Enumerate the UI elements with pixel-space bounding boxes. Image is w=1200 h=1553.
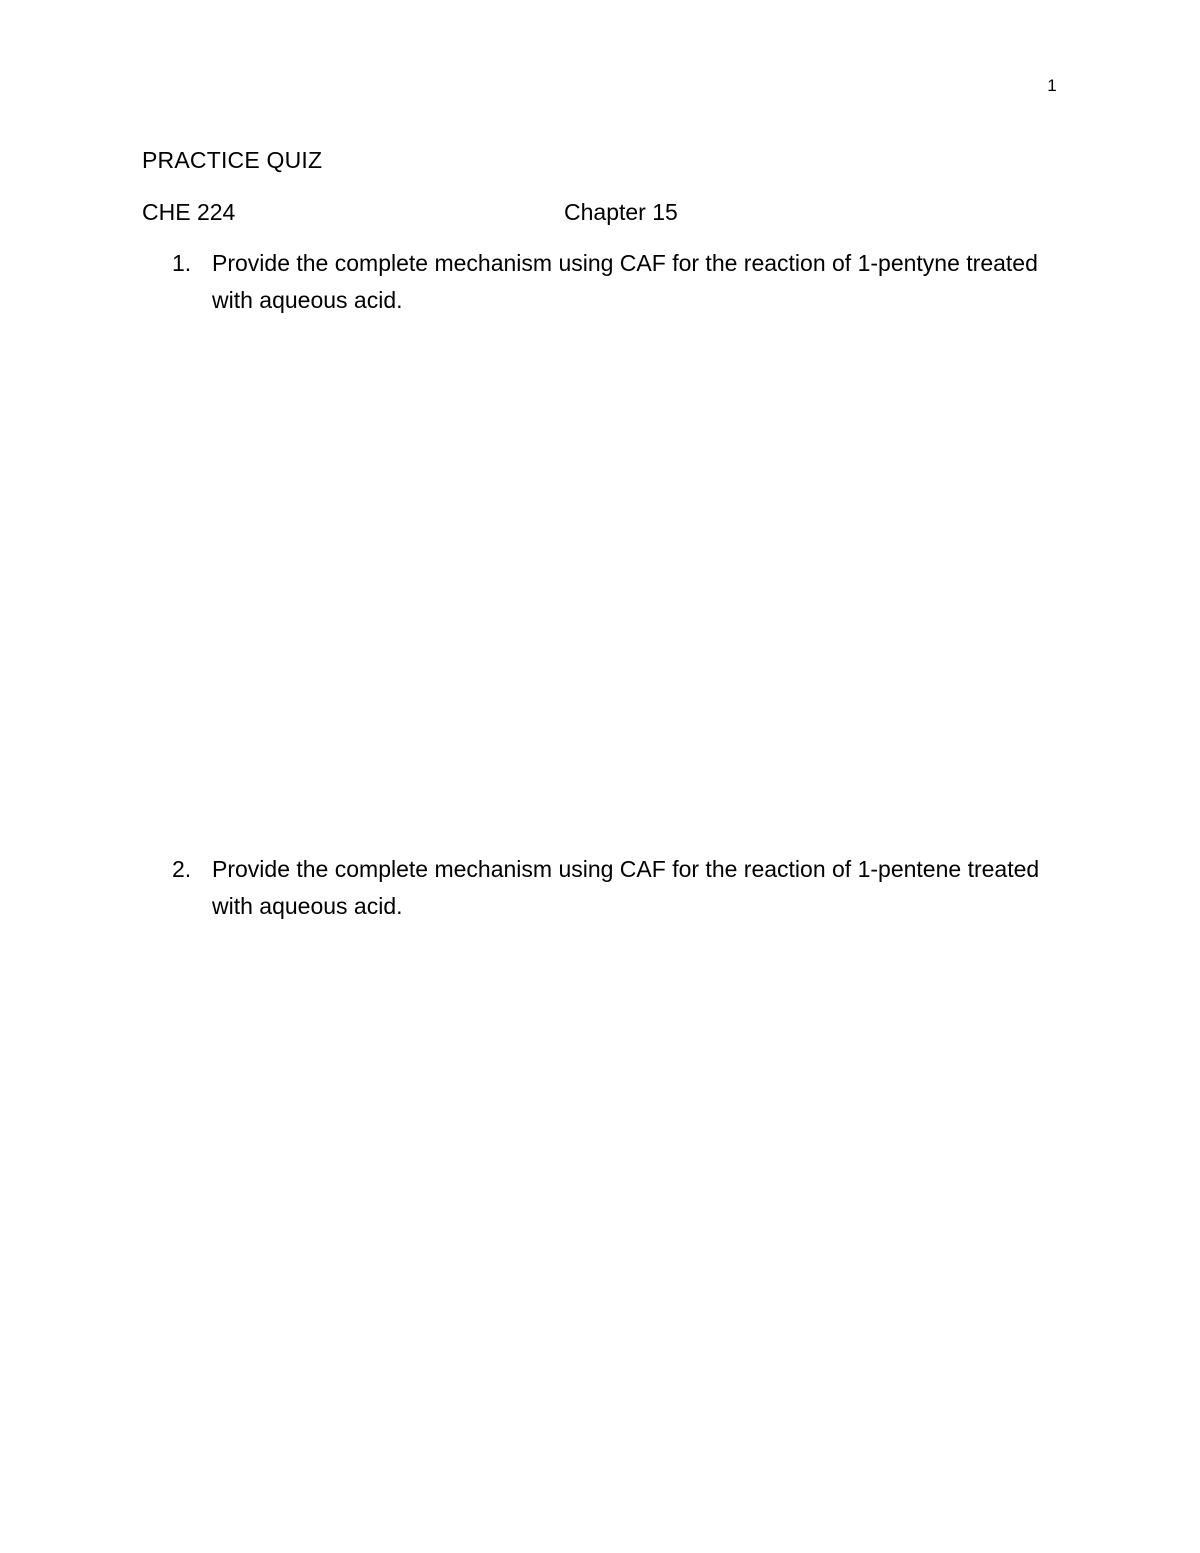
page-number: 1 [1047, 76, 1057, 95]
question-number: 2. [172, 856, 192, 882]
question-text: Provide the complete mechanism using CAF for the reaction of 1-pentene treated with aqueous acid. [212, 856, 1040, 919]
course-code: CHE 224 [142, 199, 236, 225]
course-info-line [142, 198, 842, 228]
question-number: 1. [172, 250, 192, 276]
question-text: Provide the complete mechanism using CAF for the reaction of 1-pentyne treated with aqueous acid. [212, 250, 1038, 313]
question-item [172, 245, 1072, 319]
chapter-label: Chapter 15 [564, 199, 678, 225]
question-item [172, 851, 1072, 925]
document-title: PRACTICE QUIZ [142, 147, 323, 173]
